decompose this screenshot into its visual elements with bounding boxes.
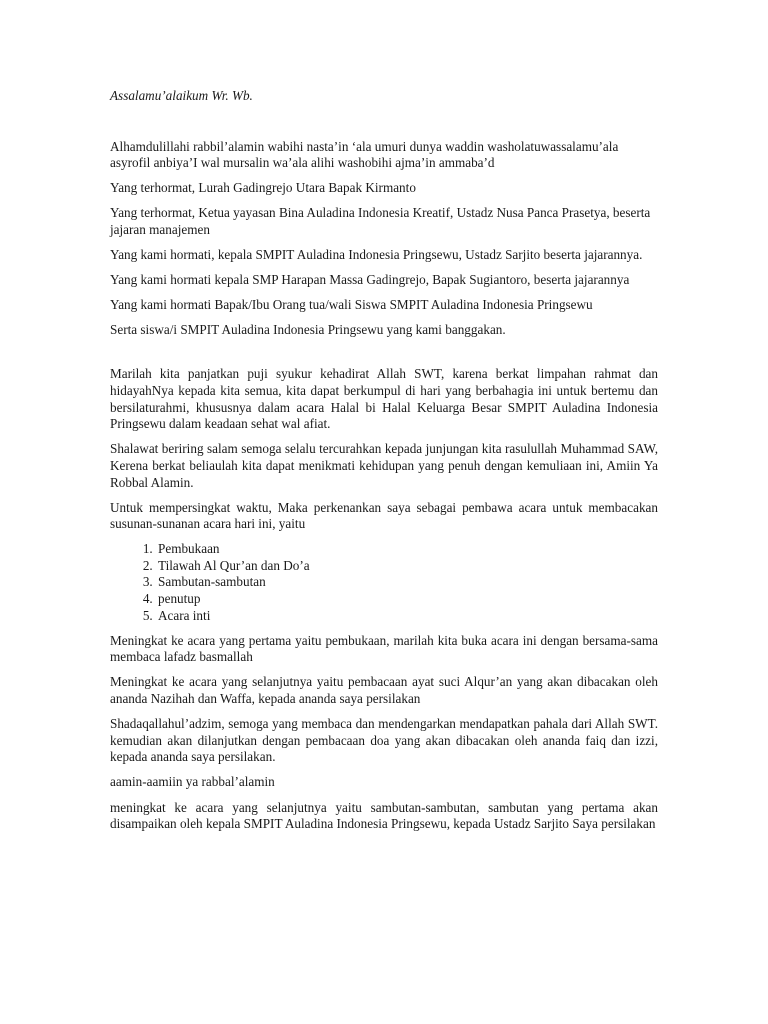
list-item: 1. Pembukaan <box>156 541 658 558</box>
list-item: 3. Sambutan-sambutan <box>156 574 658 591</box>
salutation-siswa: Serta siswa/i SMPIT Auladina Indonesia Pringsewu yang kami banggakan. <box>110 322 506 338</box>
paragraph-puji-syukur: Marilah kita panjatkan puji syukur kehadirat Allah SWT, karena berkat limpahan rahmat dan hidayahNya kepada kita semua, kita dapat berkumpul di hari yang berbahagia ini untuk bertemu dan bersilaturahmi, khususnya dalam acara Halal bi Halal Keluarga Besar SMPIT Auladina Indonesia Pringsewu dalam keadaan sehat wal afiat. <box>110 366 658 432</box>
salutation-orang-tua: Yang kami hormati Bapak/Ibu Orang tua/wali Siswa SMPIT Auladina Indonesia Pringsewu <box>110 297 593 313</box>
paragraph-doa: Shadaqallahul’adzim, semoga yang membaca dan mendengarkan mendapatkan pahala dari Allah SWT. kemudian akan dilanjutkan dengan pembacaan doa yang akan dibacakan oleh ananda faiq dan izzi, kepada ananda saya persilakan. <box>110 716 658 765</box>
salutation-ketua-yayasan: Yang terhormat, Ketua yayasan Bina Auladina Indonesia Kreatif, Ustadz Nusa Panca Prasetya, beserta jajaran manajemen <box>110 205 651 237</box>
paragraph-aamiin: aamin-aamiin ya rabbal’alamin <box>110 774 275 790</box>
opening-prayer: Alhamdulillahi rabbil’alamin wabihi nasta’in ‘ala umuri dunya waddin washolatuwassalamu’ala asyrofil anbiya’I wal mursalin wa’ala alihi washobihi ajma’in ammaba’d <box>110 138 619 171</box>
paragraph-shalawat: Shalawat beriring salam semoga selalu tercurahkan kepada junjungan kita rasulullah Muhammad SAW, Kerena berkat beliaulah kita dapat menikmati kehidupan yang penuh dengan kemuliaan ini, Amiin Ya Robbal Alamin. <box>110 441 658 490</box>
salutation-kepala-smp: Yang kami hormati kepala SMP Harapan Massa Gadingrejo, Bapak Sugiantoro, beserta jajarannya <box>110 272 630 288</box>
list-item: 4. penutup <box>156 591 658 608</box>
paragraph-sambutan: meningkat ke acara yang selanjutnya yaitu sambutan-sambutan, sambutan yang pertama akan disampaikan oleh kepala SMPIT Auladina Indonesia Pringsewu, kepada Ustadz Sarjito Saya persilakan <box>110 799 658 832</box>
salutation-kepala-smpit: Yang kami hormati, kepala SMPIT Auladina Indonesia Pringsewu, Ustadz Sarjito beserta jajarannya. <box>110 247 643 263</box>
greeting: Assalamu’alaikum Wr. Wb. <box>110 88 253 103</box>
list-item: 2. Tilawah Al Qur’an dan Do’a <box>156 558 658 575</box>
paragraph-tilawah: Meningkat ke acara yang selanjutnya yaitu pembacaan ayat suci Alqur’an yang akan dibacakan oleh ananda Nazihah dan Waffa, kepada ananda saya persilakan <box>110 674 658 707</box>
agenda-list <box>110 541 658 624</box>
salutation-lurah: Yang terhormat, Lurah Gadingrejo Utara Bapak Kirmanto <box>110 180 416 196</box>
paragraph-pembukaan: Meningkat ke acara yang pertama yaitu pembukaan, marilah kita buka acara ini dengan bersama-sama membaca lafadz basmallah <box>110 632 658 665</box>
document-page <box>110 88 658 841</box>
section-gap <box>110 347 658 366</box>
list-item: 5. Acara inti <box>156 608 658 625</box>
paragraph-susunan-acara: Untuk mempersingkat waktu, Maka perkenankan saya sebagai pembawa acara untuk membacakan susunan-sunanan acara hari ini, yaitu <box>110 499 658 532</box>
